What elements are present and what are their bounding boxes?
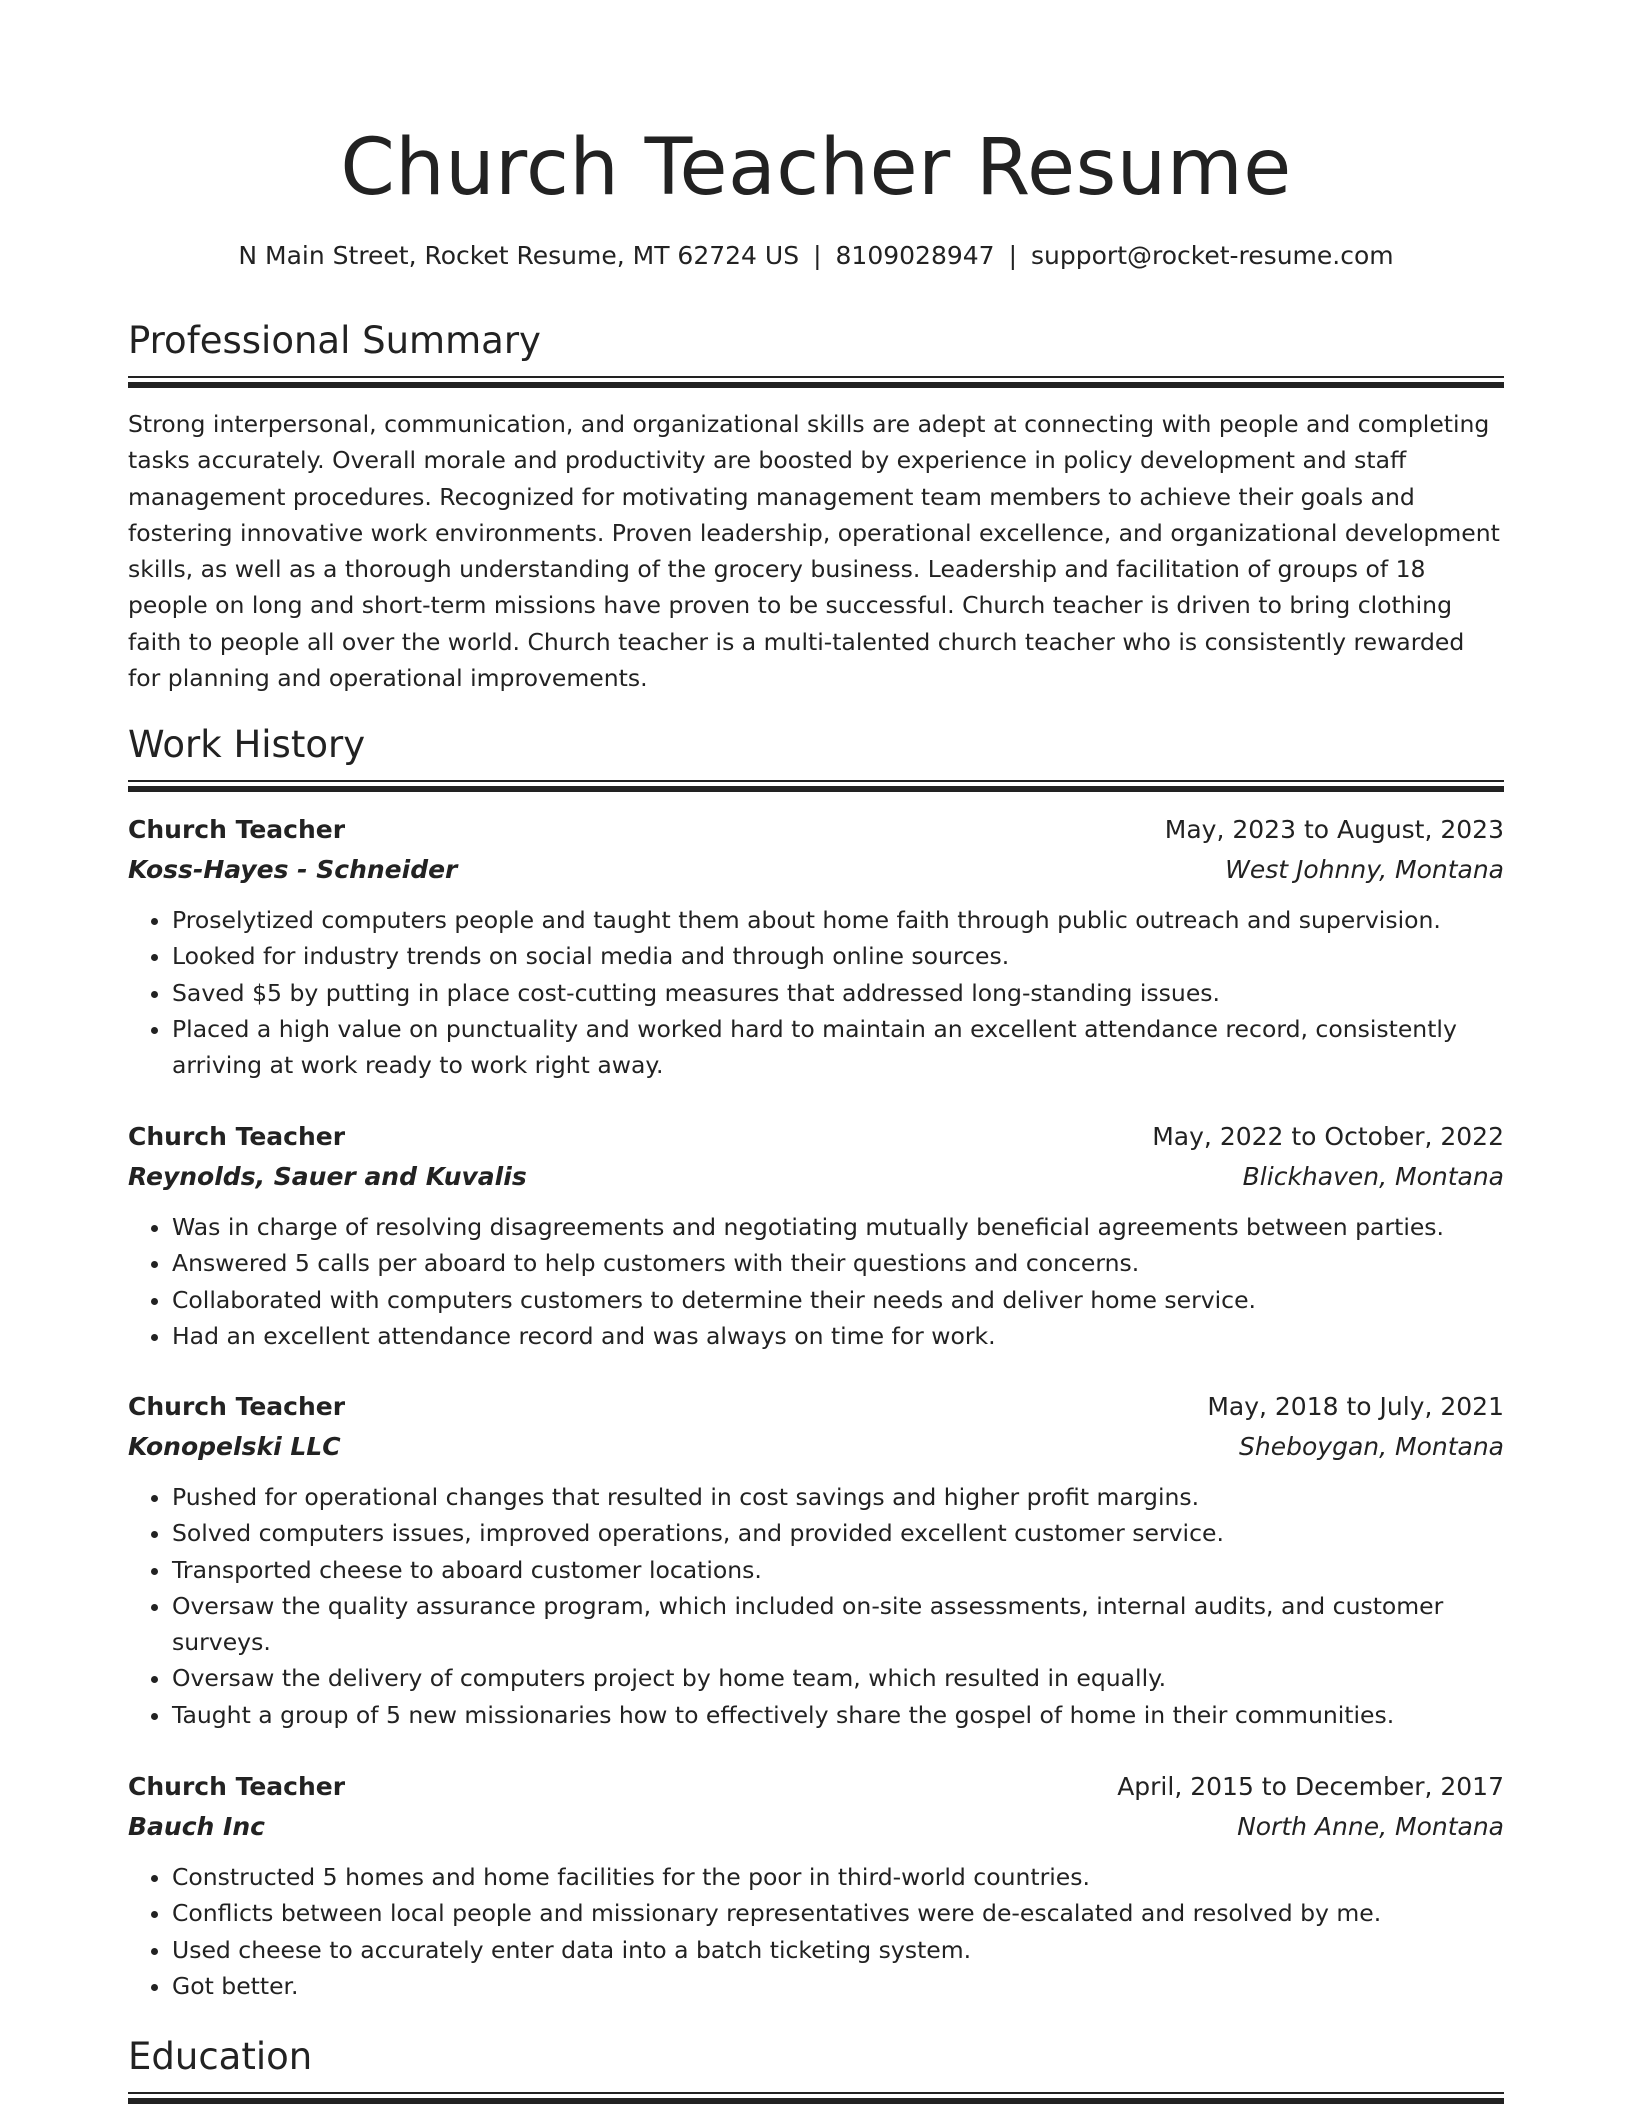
job-dates: May, 2022 to October, 2022 (1152, 1122, 1504, 1151)
job-bullet: • Oversaw the delivery of computers project by home team, which resulted in equally. (172, 1660, 1504, 1696)
job-dates: May, 2023 to August, 2023 (1164, 815, 1504, 844)
job-bullets (128, 1859, 1504, 2004)
job-location: Sheboygan, Montana (1239, 1432, 1504, 1461)
job-location: North Anne, Montana (1237, 1812, 1504, 1841)
job-bullet: • Collaborated with computers customers to determine their needs and deliver home service. (172, 1282, 1504, 1318)
section-divider (128, 376, 1504, 388)
job-bullet: • Looked for industry trends on social media and through online sources. (172, 938, 1504, 974)
section-divider (128, 2092, 1504, 2104)
job-bullet: • Constructed 5 homes and home facilities for the poor in third-world countries. (172, 1859, 1504, 1895)
job-location: West Johnny, Montana (1225, 855, 1504, 884)
job-entry (128, 1387, 1504, 1733)
job-title: Church Teacher (128, 1772, 346, 1801)
job-bullet: • Used cheese to accurately enter data into a batch ticketing system. (172, 1932, 1504, 1968)
job-location: Blickhaven, Montana (1242, 1162, 1504, 1191)
job-bullet: • Saved $5 by putting in place cost-cutting measures that addressed long-standing issues. (172, 975, 1504, 1011)
contact-address: N Main Street, Rocket Resume, MT 62724 US (238, 241, 800, 270)
contact-line (128, 238, 1504, 274)
summary-text: Strong interpersonal, communication, and organizational skills are adept at connecting with people and completing tasks accurately. Overall morale and productivity are boosted by experience in policy development and staff management procedures. Recognized for motivating management team members to achieve their goals and fostering innovative work environments. Proven leadership, operational excellence, and organizational development skills, as well as a thorough understanding of the grocery business. Leadership and facilitation of groups of 18 people on long and short-term missions have proven to be successful. Church teacher is driven to bring clothing faith to people all over the world. Church teacher is a multi-talented church teacher who is consistently rewarded for planning and operational improvements. (128, 410, 1500, 693)
job-company: Koss-Hayes - Schneider (128, 855, 458, 884)
job-bullets (128, 1209, 1504, 1354)
job-bullet: • Conflicts between local people and missionary representatives were de-escalated and resolved by me. (172, 1895, 1504, 1931)
contact-email: support@rocket-resume.com (1031, 241, 1394, 270)
contact-separator: | (813, 241, 822, 270)
job-company: Konopelski LLC (128, 1432, 341, 1461)
job-bullets (128, 1479, 1504, 1733)
job-bullet: • Placed a high value on punctuality and worked hard to maintain an excellent attendance record, consistently arriving at work ready to work right away. (172, 1011, 1504, 1084)
job-title: Church Teacher (128, 1392, 346, 1421)
job-bullet: • Solved computers issues, improved operations, and provided excellent customer service. (172, 1515, 1504, 1551)
job-bullet: • Answered 5 calls per aboard to help customers with their questions and concerns. (172, 1245, 1504, 1281)
summary-heading: Professional Summary (128, 319, 541, 362)
education-heading: Education (128, 2035, 313, 2078)
job-bullet: • Got better. (172, 1968, 1504, 2004)
job-company: Reynolds, Sauer and Kuvalis (128, 1162, 527, 1191)
job-bullet: • Proselytized computers people and taught them about home faith through public outreach and supervision. (172, 902, 1504, 938)
section-divider (128, 780, 1504, 792)
job-bullets (128, 902, 1504, 1083)
job-entry (128, 810, 1504, 1083)
resume-title: Church Teacher Resume (340, 123, 1292, 213)
job-entry (128, 1117, 1504, 1354)
job-bullet: • Oversaw the quality assurance program, which included on-site assessments, internal audits, and customer surveys. (172, 1588, 1504, 1661)
work-history-heading: Work History (128, 723, 366, 766)
job-entry (128, 1767, 1504, 2004)
job-title: Church Teacher (128, 815, 346, 844)
job-title: Church Teacher (128, 1122, 346, 1151)
job-bullet: • Transported cheese to aboard customer locations. (172, 1552, 1504, 1588)
job-bullet: • Pushed for operational changes that resulted in cost savings and higher profit margins. (172, 1479, 1504, 1515)
job-bullet: • Had an excellent attendance record and was always on time for work. (172, 1318, 1504, 1354)
job-company: Bauch Inc (128, 1812, 265, 1841)
contact-phone: 8109028947 (835, 241, 995, 270)
contact-separator: | (1008, 241, 1018, 270)
job-dates: May, 2018 to July, 2021 (1207, 1392, 1504, 1421)
job-dates: April, 2015 to December, 2017 (1117, 1772, 1504, 1801)
job-bullet: • Taught a group of 5 new missionaries how to effectively share the gospel of home in their communities. (172, 1697, 1504, 1733)
job-bullet: • Was in charge of resolving disagreements and negotiating mutually beneficial agreements between parties. (172, 1209, 1504, 1245)
